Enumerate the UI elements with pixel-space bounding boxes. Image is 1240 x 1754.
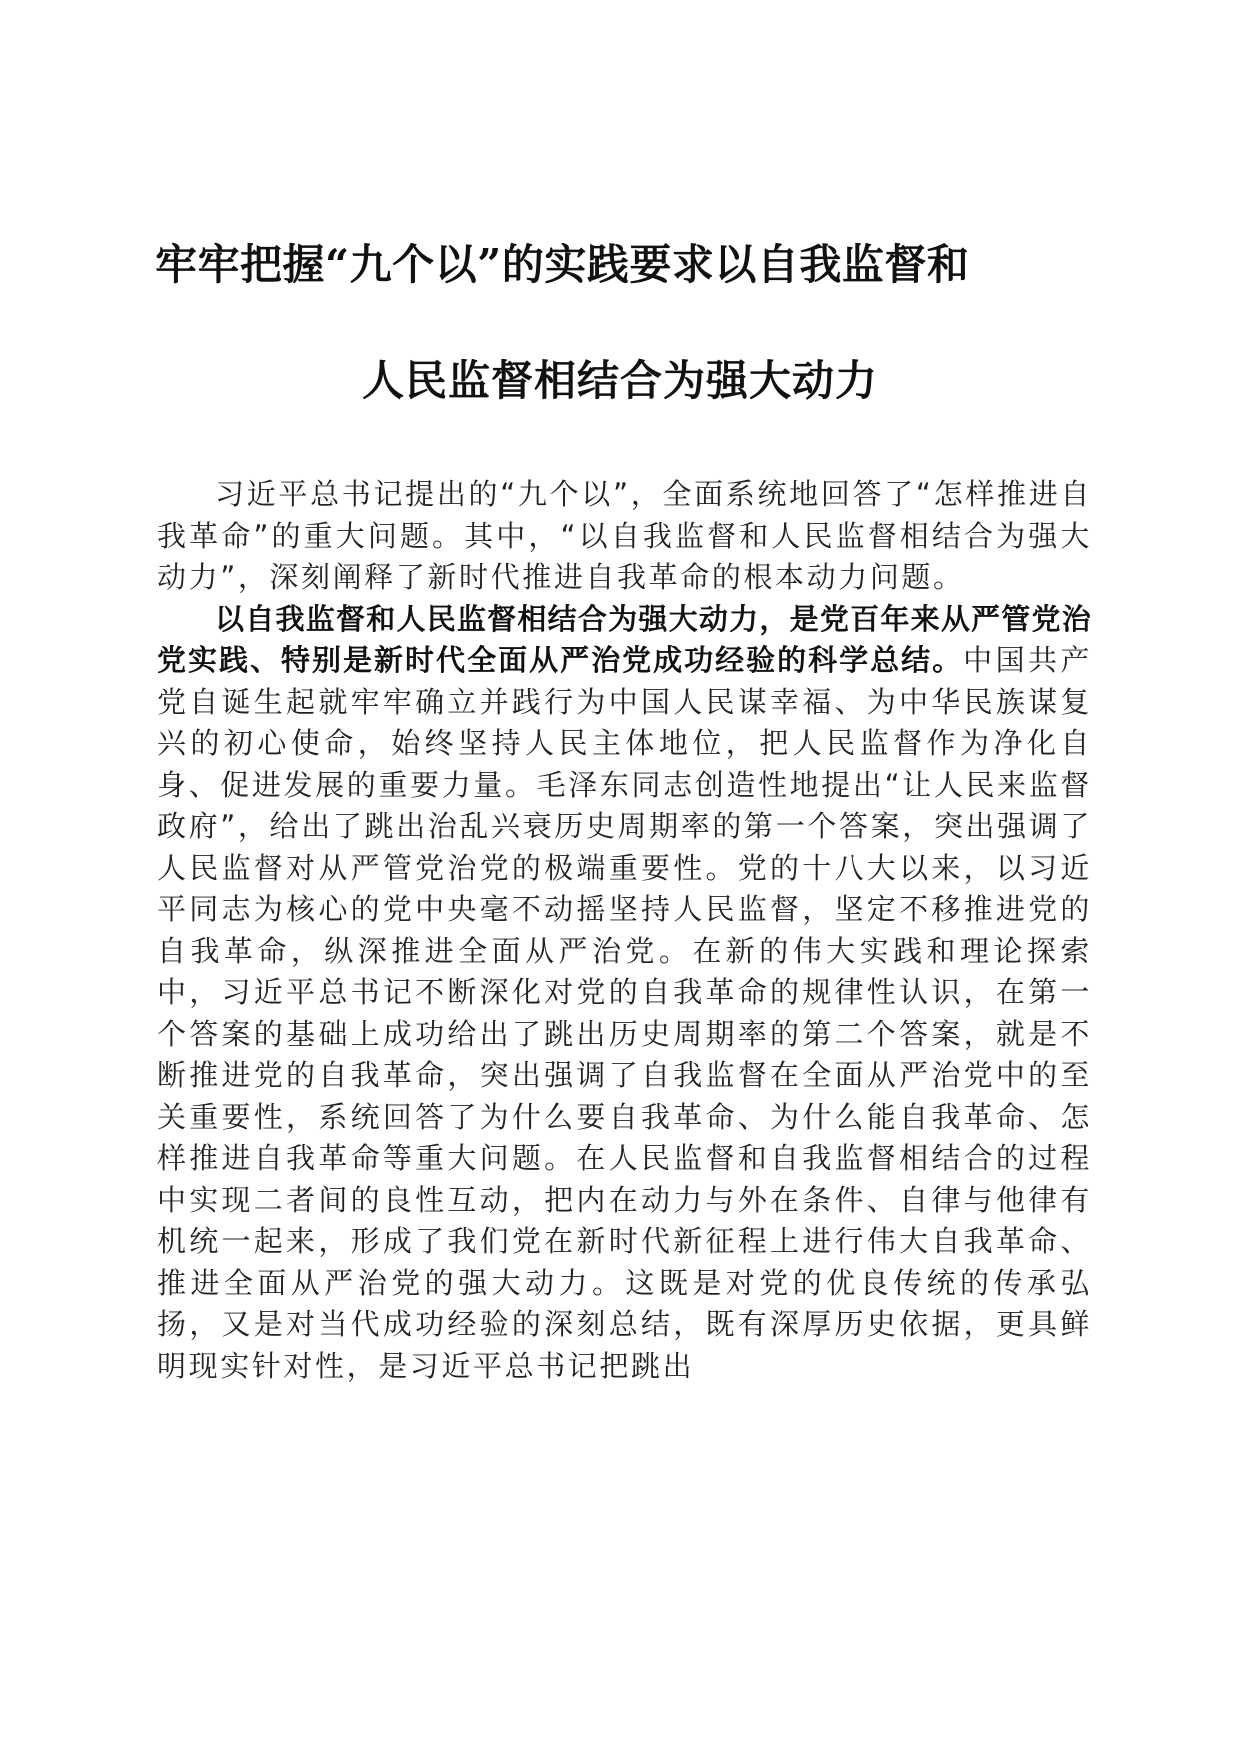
paragraph-1 (157, 474, 1092, 599)
document-body (157, 474, 1092, 1387)
paragraph-2-text: 中国共产党自诞生起就牢牢确立并践行为中国人民谋幸福、为中华民族谋复兴的初心使命，始终坚持人民主体地位，把人民监督作为净化自身、促进发展的重要力量。毛泽东同志创造性地提出“让人民来监督政府”，给出了跳出治乱兴衰历史周期率的第一个答案，突出强调了人民监督对从严管党治党的极端重要性。党的十八大以来，以习近平同志为核心的党中央毫不动摇坚持人民监督，坚定不移推进党的自我革命，纵深推进全面从严治党。在新的伟大实践和理论探索中，习近平总书记不断深化对党的自我革命的规律性认识，在第一个答案的基础上成功给出了跳出历史周期率的第二个答案，就是不断推进党的自我革命，突出强调了自我监督在全面从严治党中的至关重要性，系统回答了为什么要自我革命、为什么能自我革命、怎样推进自我革命等重大问题。在人民监督和自我监督相结合的过程中实现二者间的良性互动，把内在动力与外在条件、自律与他律有机统一起来，形成了我们党在新时代新征程上进行伟大自我革命、推进全面从严治党的强大动力。这既是对党的优良传统的传承弘扬，又是对当代成功经验的深刻总结，既有深厚历史依据，更具鲜明现实针对性，是习近平总书记把跳出 (157, 643, 1092, 1383)
paragraph-1-text: 习近平总书记提出的“九个以”，全面系统地回答了“怎样推进自我革命”的重大问题。其中，“以自我监督和人民监督相结合为强大动力”，深刻阐释了新时代推进自我革命的根本动力问题。 (157, 477, 1092, 594)
title-line-2: 人民监督相结合为强大动力 (361, 356, 878, 405)
paragraph-2 (157, 599, 1092, 1388)
paragraph-2-lead: 以自我监督和人民监督相结合为强大动力，是党百年来从严管党治党实践、特别是新时代全面从严治党成功经验的科学总结。 (157, 601, 1092, 677)
title-line-1: 牢牢把握“九个以”的实践要求以自我监督和 (155, 240, 970, 289)
